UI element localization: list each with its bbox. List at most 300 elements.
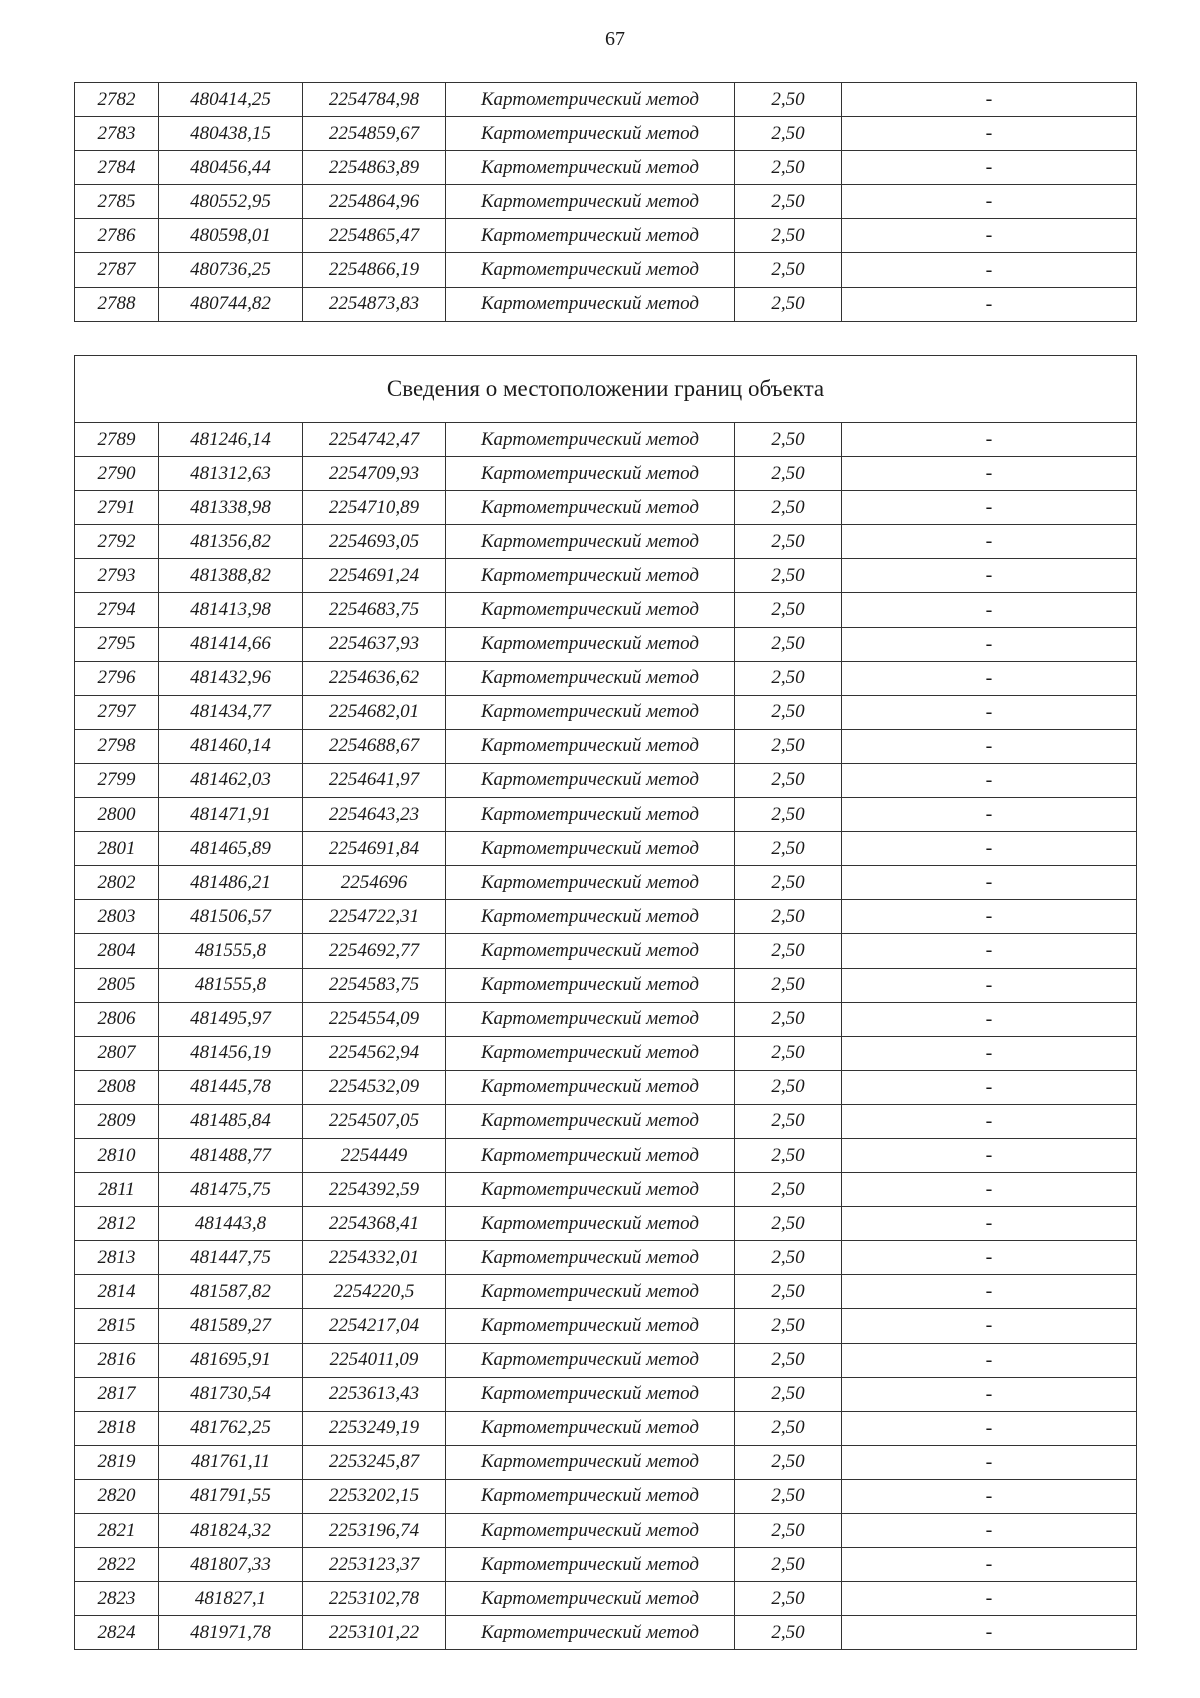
table-row (75, 1138, 1137, 1172)
cell-coordinate-y: 2254641,97 (303, 763, 446, 797)
cell-accuracy: 2,50 (735, 1479, 842, 1513)
cell-point-number: 2818 (75, 1411, 159, 1445)
cell-method: Картометрический метод (446, 1548, 735, 1582)
cell-coordinate-y: 2254692,77 (303, 934, 446, 968)
cell-description: - (842, 83, 1137, 117)
cell-coordinate-x: 481730,54 (159, 1377, 303, 1411)
table-row (75, 968, 1137, 1002)
table-row (75, 729, 1137, 763)
cell-coordinate-y: 2254691,24 (303, 559, 446, 593)
cell-coordinate-y: 2254637,93 (303, 627, 446, 661)
cell-coordinate-y: 2254863,89 (303, 151, 446, 185)
table-row (75, 661, 1137, 695)
cell-point-number: 2802 (75, 866, 159, 900)
cell-description: - (842, 1309, 1137, 1343)
cell-point-number: 2782 (75, 83, 159, 117)
table-row (75, 1479, 1137, 1513)
cell-description: - (842, 1479, 1137, 1513)
cell-accuracy: 2,50 (735, 253, 842, 287)
table-row (75, 1514, 1137, 1548)
cell-description: - (842, 934, 1137, 968)
cell-coordinate-x: 481486,21 (159, 866, 303, 900)
cell-method: Картометрический метод (446, 627, 735, 661)
cell-point-number: 2810 (75, 1138, 159, 1172)
cell-point-number: 2794 (75, 593, 159, 627)
cell-coordinate-y: 2253202,15 (303, 1479, 446, 1513)
cell-accuracy: 2,50 (735, 593, 842, 627)
cell-method: Картометрический метод (446, 593, 735, 627)
cell-method: Картометрический метод (446, 1173, 735, 1207)
cell-coordinate-x: 481414,66 (159, 627, 303, 661)
cell-coordinate-x: 480598,01 (159, 219, 303, 253)
cell-accuracy: 2,50 (735, 1616, 842, 1650)
cell-coordinate-y: 2253613,43 (303, 1377, 446, 1411)
cell-coordinate-y: 2254532,09 (303, 1070, 446, 1104)
table-body (75, 356, 1137, 1650)
cell-coordinate-y: 2254392,59 (303, 1173, 446, 1207)
cell-coordinate-x: 481589,27 (159, 1309, 303, 1343)
cell-accuracy: 2,50 (735, 1241, 842, 1275)
cell-coordinate-x: 480552,95 (159, 185, 303, 219)
cell-coordinate-x: 481485,84 (159, 1104, 303, 1138)
cell-point-number: 2821 (75, 1514, 159, 1548)
cell-method: Картометрический метод (446, 1582, 735, 1616)
cell-description: - (842, 1411, 1137, 1445)
cell-point-number: 2824 (75, 1616, 159, 1650)
table-row (75, 219, 1137, 253)
cell-point-number: 2789 (75, 423, 159, 457)
cell-description: - (842, 1548, 1137, 1582)
cell-accuracy: 2,50 (735, 1445, 842, 1479)
cell-accuracy: 2,50 (735, 1343, 842, 1377)
cell-accuracy: 2,50 (735, 287, 842, 321)
cell-method: Картометрический метод (446, 1377, 735, 1411)
table-row (75, 457, 1137, 491)
cell-point-number: 2806 (75, 1002, 159, 1036)
cell-description: - (842, 525, 1137, 559)
cell-accuracy: 2,50 (735, 1173, 842, 1207)
cell-point-number: 2817 (75, 1377, 159, 1411)
table-row (75, 866, 1137, 900)
cell-coordinate-x: 481434,77 (159, 695, 303, 729)
cell-description: - (842, 423, 1137, 457)
cell-point-number: 2787 (75, 253, 159, 287)
cell-point-number: 2788 (75, 287, 159, 321)
cell-coordinate-x: 481587,82 (159, 1275, 303, 1309)
cell-coordinate-x: 480736,25 (159, 253, 303, 287)
cell-coordinate-x: 481471,91 (159, 798, 303, 832)
cell-description: - (842, 695, 1137, 729)
cell-accuracy: 2,50 (735, 457, 842, 491)
cell-method: Картометрический метод (446, 525, 735, 559)
table-row (75, 287, 1137, 321)
table-row (75, 1309, 1137, 1343)
cell-method: Картометрический метод (446, 253, 735, 287)
page-number: 67 (605, 28, 625, 50)
cell-description: - (842, 832, 1137, 866)
cell-description: - (842, 1445, 1137, 1479)
cell-coordinate-y: 2254368,41 (303, 1207, 446, 1241)
cell-description: - (842, 1207, 1137, 1241)
cell-description: - (842, 1104, 1137, 1138)
cell-accuracy: 2,50 (735, 900, 842, 934)
table-body (75, 83, 1137, 322)
cell-coordinate-y: 2253123,37 (303, 1548, 446, 1582)
table-row (75, 900, 1137, 934)
cell-coordinate-y: 2253101,22 (303, 1616, 446, 1650)
cell-method: Картометрический метод (446, 695, 735, 729)
cell-coordinate-y: 2254332,01 (303, 1241, 446, 1275)
cell-method: Картометрический метод (446, 1138, 735, 1172)
cell-point-number: 2797 (75, 695, 159, 729)
cell-method: Картометрический метод (446, 1241, 735, 1275)
table-row (75, 1275, 1137, 1309)
cell-accuracy: 2,50 (735, 219, 842, 253)
cell-description: - (842, 763, 1137, 797)
cell-description: - (842, 117, 1137, 151)
cell-coordinate-y: 2254011,09 (303, 1343, 446, 1377)
cell-accuracy: 2,50 (735, 1582, 842, 1616)
cell-method: Картометрический метод (446, 934, 735, 968)
cell-point-number: 2805 (75, 968, 159, 1002)
cell-coordinate-y: 2254562,94 (303, 1036, 446, 1070)
cell-coordinate-y: 2254722,31 (303, 900, 446, 934)
cell-accuracy: 2,50 (735, 968, 842, 1002)
cell-accuracy: 2,50 (735, 1548, 842, 1582)
cell-method: Картометрический метод (446, 1070, 735, 1104)
cell-accuracy: 2,50 (735, 1309, 842, 1343)
cell-point-number: 2798 (75, 729, 159, 763)
cell-coordinate-x: 481456,19 (159, 1036, 303, 1070)
cell-accuracy: 2,50 (735, 1411, 842, 1445)
cell-accuracy: 2,50 (735, 185, 842, 219)
cell-accuracy: 2,50 (735, 763, 842, 797)
cell-coordinate-x: 481488,77 (159, 1138, 303, 1172)
cell-description: - (842, 866, 1137, 900)
cell-accuracy: 2,50 (735, 695, 842, 729)
table-row (75, 185, 1137, 219)
cell-description: - (842, 151, 1137, 185)
cell-method: Картометрический метод (446, 763, 735, 797)
cell-coordinate-x: 481443,8 (159, 1207, 303, 1241)
table-row (75, 1002, 1137, 1036)
cell-point-number: 2791 (75, 491, 159, 525)
cell-coordinate-y: 2254507,05 (303, 1104, 446, 1138)
cell-coordinate-x: 481555,8 (159, 934, 303, 968)
cell-coordinate-y: 2254682,01 (303, 695, 446, 729)
cell-description: - (842, 1070, 1137, 1104)
table-row (75, 1445, 1137, 1479)
cell-coordinate-x: 481462,03 (159, 763, 303, 797)
cell-accuracy: 2,50 (735, 423, 842, 457)
cell-method: Картометрический метод (446, 1479, 735, 1513)
cell-point-number: 2822 (75, 1548, 159, 1582)
table-row (75, 1616, 1137, 1650)
cell-accuracy: 2,50 (735, 627, 842, 661)
section-header-row (75, 356, 1137, 423)
table-row (75, 253, 1137, 287)
cell-point-number: 2812 (75, 1207, 159, 1241)
cell-description: - (842, 253, 1137, 287)
table-row (75, 593, 1137, 627)
table-row (75, 934, 1137, 968)
cell-description: - (842, 593, 1137, 627)
cell-description: - (842, 491, 1137, 525)
cell-accuracy: 2,50 (735, 559, 842, 593)
cell-coordinate-y: 2254710,89 (303, 491, 446, 525)
table-row (75, 1036, 1137, 1070)
cell-point-number: 2809 (75, 1104, 159, 1138)
cell-method: Картометрический метод (446, 1104, 735, 1138)
cell-method: Картометрический метод (446, 117, 735, 151)
cell-point-number: 2793 (75, 559, 159, 593)
cell-point-number: 2813 (75, 1241, 159, 1275)
cell-coordinate-y: 2254866,19 (303, 253, 446, 287)
cell-coordinate-x: 481388,82 (159, 559, 303, 593)
cell-method: Картометрический метод (446, 1275, 735, 1309)
table-row (75, 798, 1137, 832)
table-row (75, 1548, 1137, 1582)
cell-description: - (842, 185, 1137, 219)
cell-point-number: 2816 (75, 1343, 159, 1377)
cell-coordinate-y: 2254643,23 (303, 798, 446, 832)
cell-point-number: 2785 (75, 185, 159, 219)
cell-method: Картометрический метод (446, 1343, 735, 1377)
table-row (75, 559, 1137, 593)
cell-coordinate-y: 2254688,67 (303, 729, 446, 763)
table-row (75, 1343, 1137, 1377)
table-row (75, 832, 1137, 866)
cell-method: Картометрический метод (446, 1616, 735, 1650)
table-row (75, 1241, 1137, 1275)
cell-coordinate-x: 481824,32 (159, 1514, 303, 1548)
cell-coordinate-y: 2254696 (303, 866, 446, 900)
table-row (75, 695, 1137, 729)
cell-method: Картометрический метод (446, 1445, 735, 1479)
cell-method: Картометрический метод (446, 287, 735, 321)
table-row (75, 423, 1137, 457)
cell-point-number: 2790 (75, 457, 159, 491)
cell-coordinate-x: 481807,33 (159, 1548, 303, 1582)
cell-point-number: 2820 (75, 1479, 159, 1513)
cell-description: - (842, 900, 1137, 934)
cell-point-number: 2792 (75, 525, 159, 559)
cell-coordinate-x: 481445,78 (159, 1070, 303, 1104)
cell-coordinate-y: 2254865,47 (303, 219, 446, 253)
cell-coordinate-x: 481356,82 (159, 525, 303, 559)
cell-coordinate-x: 481465,89 (159, 832, 303, 866)
section-header: Сведения о местоположении границ объекта (75, 356, 1137, 423)
cell-point-number: 2795 (75, 627, 159, 661)
cell-accuracy: 2,50 (735, 832, 842, 866)
cell-point-number: 2784 (75, 151, 159, 185)
cell-method: Картометрический метод (446, 798, 735, 832)
cell-accuracy: 2,50 (735, 491, 842, 525)
table-row (75, 1582, 1137, 1616)
cell-method: Картометрический метод (446, 1036, 735, 1070)
cell-coordinate-y: 2254554,09 (303, 1002, 446, 1036)
table-row (75, 1377, 1137, 1411)
cell-coordinate-y: 2254217,04 (303, 1309, 446, 1343)
cell-method: Картометрический метод (446, 1514, 735, 1548)
table-row (75, 117, 1137, 151)
cell-coordinate-x: 480456,44 (159, 151, 303, 185)
cell-method: Картометрический метод (446, 559, 735, 593)
cell-coordinate-x: 481432,96 (159, 661, 303, 695)
cell-coordinate-y: 2254859,67 (303, 117, 446, 151)
cell-accuracy: 2,50 (735, 1514, 842, 1548)
cell-coordinate-x: 481475,75 (159, 1173, 303, 1207)
cell-description: - (842, 287, 1137, 321)
table-row (75, 1411, 1137, 1445)
table-row (75, 1104, 1137, 1138)
cell-method: Картометрический метод (446, 866, 735, 900)
cell-accuracy: 2,50 (735, 1377, 842, 1411)
cell-description: - (842, 1036, 1137, 1070)
cell-accuracy: 2,50 (735, 1207, 842, 1241)
table-row (75, 83, 1137, 117)
table-row (75, 1207, 1137, 1241)
cell-description: - (842, 1173, 1137, 1207)
cell-accuracy: 2,50 (735, 798, 842, 832)
cell-coordinate-y: 2254742,47 (303, 423, 446, 457)
cell-accuracy: 2,50 (735, 1002, 842, 1036)
cell-method: Картометрический метод (446, 1309, 735, 1343)
cell-description: - (842, 1138, 1137, 1172)
cell-method: Картометрический метод (446, 83, 735, 117)
cell-description: - (842, 661, 1137, 695)
cell-method: Картометрический метод (446, 491, 735, 525)
cell-coordinate-y: 2253196,74 (303, 1514, 446, 1548)
cell-description: - (842, 457, 1137, 491)
cell-point-number: 2807 (75, 1036, 159, 1070)
cell-coordinate-x: 481447,75 (159, 1241, 303, 1275)
coordinates-table-continued (74, 82, 1137, 322)
cell-coordinate-y: 2254220,5 (303, 1275, 446, 1309)
cell-accuracy: 2,50 (735, 866, 842, 900)
cell-coordinate-x: 480438,15 (159, 117, 303, 151)
cell-description: - (842, 1514, 1137, 1548)
cell-coordinate-x: 481695,91 (159, 1343, 303, 1377)
table-row (75, 1173, 1137, 1207)
cell-accuracy: 2,50 (735, 934, 842, 968)
cell-coordinate-y: 2254693,05 (303, 525, 446, 559)
cell-accuracy: 2,50 (735, 525, 842, 559)
cell-accuracy: 2,50 (735, 151, 842, 185)
cell-point-number: 2801 (75, 832, 159, 866)
cell-coordinate-y: 2253102,78 (303, 1582, 446, 1616)
cell-coordinate-x: 481413,98 (159, 593, 303, 627)
cell-coordinate-x: 481246,14 (159, 423, 303, 457)
cell-method: Картометрический метод (446, 900, 735, 934)
cell-point-number: 2808 (75, 1070, 159, 1104)
cell-description: - (842, 559, 1137, 593)
cell-accuracy: 2,50 (735, 661, 842, 695)
table-row (75, 491, 1137, 525)
cell-accuracy: 2,50 (735, 1138, 842, 1172)
cell-method: Картометрический метод (446, 1411, 735, 1445)
cell-coordinate-x: 481971,78 (159, 1616, 303, 1650)
cell-coordinate-y: 2253245,87 (303, 1445, 446, 1479)
cell-coordinate-x: 481762,25 (159, 1411, 303, 1445)
cell-description: - (842, 627, 1137, 661)
cell-method: Картометрический метод (446, 457, 735, 491)
cell-method: Картометрический метод (446, 185, 735, 219)
cell-point-number: 2799 (75, 763, 159, 797)
cell-coordinate-x: 481460,14 (159, 729, 303, 763)
cell-method: Картометрический метод (446, 423, 735, 457)
table-row (75, 1070, 1137, 1104)
cell-coordinate-y: 2254864,96 (303, 185, 446, 219)
cell-description: - (842, 1002, 1137, 1036)
cell-accuracy: 2,50 (735, 83, 842, 117)
cell-coordinate-y: 2254683,75 (303, 593, 446, 627)
cell-coordinate-x: 481495,97 (159, 1002, 303, 1036)
cell-accuracy: 2,50 (735, 117, 842, 151)
cell-coordinate-x: 480744,82 (159, 287, 303, 321)
table-row (75, 525, 1137, 559)
cell-description: - (842, 219, 1137, 253)
cell-description: - (842, 798, 1137, 832)
cell-method: Картометрический метод (446, 219, 735, 253)
table-row (75, 627, 1137, 661)
cell-point-number: 2823 (75, 1582, 159, 1616)
cell-point-number: 2804 (75, 934, 159, 968)
cell-accuracy: 2,50 (735, 1104, 842, 1138)
cell-coordinate-x: 480414,25 (159, 83, 303, 117)
cell-description: - (842, 1616, 1137, 1650)
cell-method: Картометрический метод (446, 832, 735, 866)
cell-method: Картометрический метод (446, 1207, 735, 1241)
cell-coordinate-y: 2254449 (303, 1138, 446, 1172)
cell-coordinate-y: 2254691,84 (303, 832, 446, 866)
cell-point-number: 2815 (75, 1309, 159, 1343)
cell-coordinate-x: 481555,8 (159, 968, 303, 1002)
cell-description: - (842, 968, 1137, 1002)
cell-accuracy: 2,50 (735, 1275, 842, 1309)
cell-coordinate-x: 481506,57 (159, 900, 303, 934)
cell-accuracy: 2,50 (735, 1036, 842, 1070)
cell-accuracy: 2,50 (735, 729, 842, 763)
cell-point-number: 2814 (75, 1275, 159, 1309)
cell-description: - (842, 1377, 1137, 1411)
cell-point-number: 2783 (75, 117, 159, 151)
cell-method: Картометрический метод (446, 151, 735, 185)
cell-description: - (842, 1275, 1137, 1309)
cell-method: Картометрический метод (446, 661, 735, 695)
cell-accuracy: 2,50 (735, 1070, 842, 1104)
cell-coordinate-y: 2253249,19 (303, 1411, 446, 1445)
cell-coordinate-y: 2254583,75 (303, 968, 446, 1002)
cell-point-number: 2803 (75, 900, 159, 934)
cell-coordinate-y: 2254709,93 (303, 457, 446, 491)
cell-coordinate-x: 481312,63 (159, 457, 303, 491)
cell-coordinate-x: 481827,1 (159, 1582, 303, 1616)
cell-method: Картометрический метод (446, 968, 735, 1002)
table-row (75, 763, 1137, 797)
cell-coordinate-y: 2254784,98 (303, 83, 446, 117)
cell-coordinate-y: 2254873,83 (303, 287, 446, 321)
cell-coordinate-y: 2254636,62 (303, 661, 446, 695)
cell-description: - (842, 729, 1137, 763)
cell-description: - (842, 1582, 1137, 1616)
cell-point-number: 2796 (75, 661, 159, 695)
cell-point-number: 2800 (75, 798, 159, 832)
cell-coordinate-x: 481791,55 (159, 1479, 303, 1513)
cell-point-number: 2819 (75, 1445, 159, 1479)
object-boundary-table (74, 355, 1137, 1650)
table-row (75, 151, 1137, 185)
